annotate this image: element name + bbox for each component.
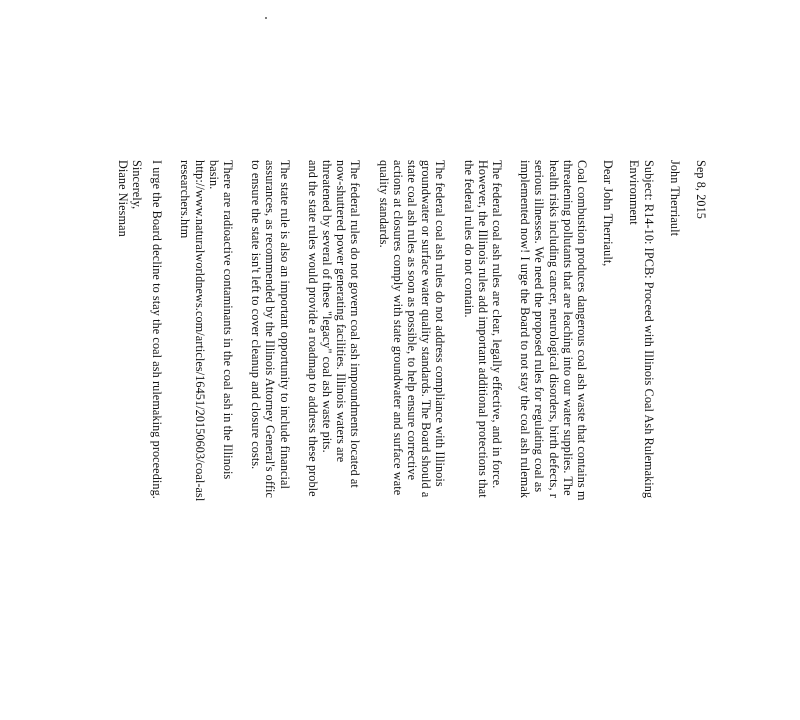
paragraph-line: now-shuttered power generating facilities. Illinois waters are: [334, 160, 349, 463]
paragraph-line: researchers.htm: [178, 160, 193, 239]
paragraph-5: [249, 160, 292, 720]
scan-speck: [265, 17, 267, 19]
paragraph-6: [178, 160, 235, 720]
paragraph-line: actions at closures comply with state groundwater and surface wate: [390, 160, 405, 496]
paragraph-line: groundwater or surface water quality standards. The Board should a: [419, 160, 434, 498]
salutation: Dear John Therriault,: [601, 160, 616, 267]
paragraph-1: [518, 160, 589, 720]
closing-request: I urge the Board decline to stay the coal ash rulemaking proceeding.: [150, 160, 165, 499]
signer-name: Diane Niesman: [115, 160, 130, 237]
paragraph-line: The state rule is also an important opportunity to include financial: [277, 160, 292, 490]
subject-line-1: Subject: R14-10: IPCB: Proceed with Illinois Coal Ash Rulemaking: [641, 160, 656, 499]
subject-line-2: Environment: [627, 160, 642, 225]
paragraph-line: and the state rules would provide a roadmap to address these proble: [305, 160, 320, 497]
paragraph-line: However, the Illinois rules add important additional protections that: [475, 160, 490, 498]
paragraph-line: quality standards.: [376, 160, 391, 248]
paragraph-line: threatened by several of these "legacy" coal ash waste pits.: [319, 160, 334, 453]
paragraph-line: the federal rules do not contain.: [461, 160, 476, 318]
source-link[interactable]: http://www.naturalworldnews.com/articles/16451/20150603/coal-asl: [192, 160, 207, 502]
recipient-name: John Therriault: [667, 160, 682, 237]
subject-block: [627, 160, 655, 720]
letter-date: Sep 8, 2015: [694, 160, 708, 219]
paragraph-line: to ensure the state isn't left to cover cleanup and closure costs.: [249, 160, 264, 470]
paragraph-line: The federal rules do not govern coal ash impoundments located at: [348, 160, 363, 488]
paragraph-line: The federal coal ash rules are clear, legally effective, and in force.: [489, 160, 504, 489]
paragraph-line: Coal combustion produces dangerous coal ash waste that contains m: [574, 160, 589, 501]
paragraph-line: basin.: [206, 160, 221, 190]
paragraph-4: [306, 160, 363, 720]
paragraph-line: state coal ash rules as soon as possible, to help ensure corrective: [404, 160, 419, 481]
sign-off: Sincerely,: [129, 160, 144, 210]
paragraph-line: threatening pollutants that are leaching into our water supplies. The: [560, 160, 575, 496]
paragraph-line: health risks including cancer, neurological disorders, birth defects, r: [546, 160, 561, 498]
paragraph-line: assurances, as recommended by the Illinois Attorney General's offic: [263, 160, 278, 498]
paragraph-line: serious illnesses. We need the proposed rules for regulating coal as: [532, 160, 547, 493]
paragraph-line: There are radioactive contaminants in the coal ash in the Illinois: [220, 160, 235, 480]
paragraph-line: The federal coal ash rules do not address compliance with Illinois: [433, 160, 448, 487]
letter-page: [115, 160, 708, 720]
paragraph-3: [376, 160, 447, 720]
paragraph-2: [461, 160, 504, 720]
paragraph-line: implemented now! I urge the Board to not stay the coal ash rulemak: [518, 160, 533, 499]
